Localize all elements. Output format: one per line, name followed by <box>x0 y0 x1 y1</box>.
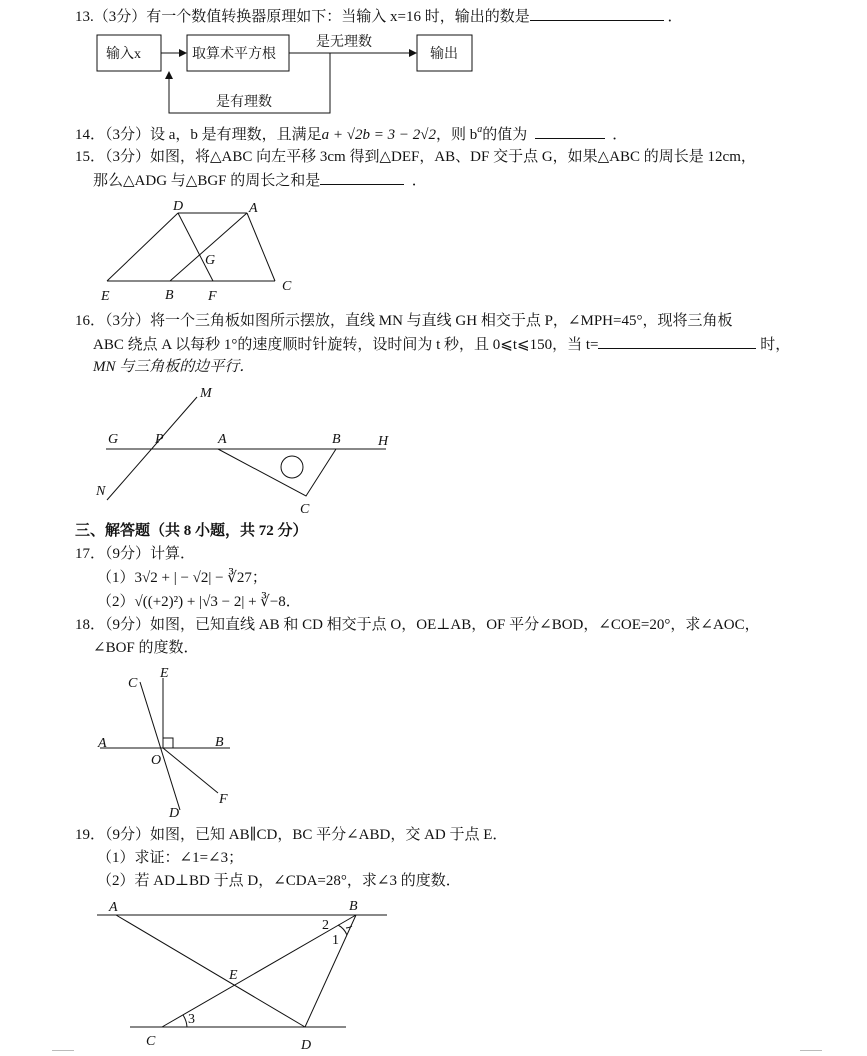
q18-line2 <box>93 638 199 658</box>
q16-stem-1: 16．（3分）将一个三角板如图所示摆放，直线 MN 与直线 GH 相交于点 P，∠MPH=45°，现将三角板 <box>75 313 733 329</box>
q16-line2 <box>93 334 790 355</box>
q16-answer-blank[interactable] <box>598 334 756 349</box>
q16-figure <box>90 378 410 518</box>
q16-label-g: G <box>108 432 119 447</box>
q18-label-d: D <box>169 806 180 820</box>
q17-part2 <box>97 592 301 612</box>
q18-label-b: B <box>215 735 224 750</box>
q13-answer-blank[interactable] <box>530 6 664 21</box>
q16-label-c: C <box>300 502 310 517</box>
q13-label-irrational: 是无理数 <box>316 35 372 50</box>
q19-line1 <box>75 825 507 845</box>
q15-line1 <box>75 147 756 167</box>
q19-label-a: A <box>109 900 118 915</box>
q17-part1-text: （1）3√2 + | − √2| − ∛27； <box>97 570 267 586</box>
q16-label-b: B <box>332 432 341 447</box>
q16-label-h: H <box>378 434 389 449</box>
q17-part1 <box>97 568 267 588</box>
q15-label-c: C <box>282 279 292 294</box>
q19-label-1: 1 <box>332 933 339 948</box>
q15-label-d: D <box>173 199 184 214</box>
q19-label-3: 3 <box>188 1012 195 1027</box>
page-corner-mark <box>800 1050 822 1051</box>
q15-label-a: A <box>249 201 258 216</box>
q18-label-a: A <box>98 736 107 751</box>
q13-stem: 13.（3分）有一个数值转换器原理如下：当输入 x=16 时，输出的数是 <box>75 9 530 25</box>
q15-stem-2: 那么△ADG 与△BGF 的周长之和是 <box>93 173 321 189</box>
q19-part1-text: （1）求证：∠1=∠3； <box>97 850 244 866</box>
q19-part2-text: （2）若 AD⊥BD 于点 D，∠CDA=28°，求∠3 的度数． <box>97 873 461 889</box>
q16-label-m: M <box>200 386 212 401</box>
q15-end: ． <box>411 173 427 189</box>
q16-stem-2b: 时， <box>760 337 791 353</box>
q18-label-e: E <box>160 666 169 681</box>
q14-answer-blank[interactable] <box>535 124 605 139</box>
q19-stem-1: 19．（9分）如图，已知 AB∥CD，BC 平分∠ABD，交 AD 于点 E． <box>75 827 508 843</box>
q15-line2 <box>93 170 427 191</box>
q16-label-a: A <box>218 432 227 447</box>
q15-answer-blank[interactable] <box>320 170 404 185</box>
q14-sup: a <box>477 124 483 135</box>
q15-label-f: F <box>208 289 217 304</box>
section-title <box>75 521 308 541</box>
q16-stem-3: MN 与三角板的边平行． <box>93 359 255 375</box>
q19-label-2: 2 <box>322 918 329 933</box>
q13-box-sqrt-label: 取算术平方根 <box>192 47 276 62</box>
q19-label-c: C <box>146 1034 156 1049</box>
q14-stem: 14．（3分）设 a，b 是有理数，且满足 <box>75 127 322 143</box>
q18-label-o: O <box>151 753 162 768</box>
q13-text <box>75 6 682 27</box>
q19-label-b: B <box>349 899 358 914</box>
q18-stem-2: ∠BOF 的度数． <box>93 640 199 656</box>
q16-label-p: P <box>155 432 164 447</box>
q15-label-g: G <box>205 253 216 268</box>
q14-end: ． <box>612 127 628 143</box>
q13-end: ． <box>667 9 683 25</box>
q19-label-e: E <box>229 968 238 983</box>
q15-stem-1: 15．（3分）如图，将△ABC 向左平移 3cm 得到△DEF，AB、DF 交于点 G，如果△ABC 的周长是 12cm， <box>75 149 756 165</box>
page-corner-mark <box>52 1050 74 1051</box>
q14-post: 的值为 <box>482 127 528 143</box>
q14-text <box>75 124 627 147</box>
section-title-text: 三、解答题（共 8 小题，共 72 分） <box>75 523 308 539</box>
q14-formula: a + √2b = 3 − 2√2 <box>321 127 437 143</box>
q14-mid: ，则 b <box>436 127 478 143</box>
q16-stem-2: ABC 绕点 A 以每秒 1°的速度顺时针旋转，设时间为 t 秒，且 0⩽t⩽150，当 t= <box>93 337 599 353</box>
q13-flowchart <box>90 28 490 118</box>
q15-figure <box>95 196 305 306</box>
q16-line1 <box>75 311 732 331</box>
q16-line3 <box>93 357 254 377</box>
q18-label-c: C <box>128 676 138 691</box>
q19-part1 <box>97 848 243 868</box>
q15-label-b: B <box>165 288 174 303</box>
q17-title <box>75 544 195 564</box>
q18-figure <box>90 660 250 820</box>
q18-label-f: F <box>219 792 228 807</box>
q19-part2 <box>97 871 461 891</box>
q16-label-n: N <box>96 484 106 499</box>
q17-part2-text: （2）√((+2)²) + |√3 − 2| + ∛−8． <box>97 594 301 610</box>
q13-box-input-label: 输入x <box>106 47 141 62</box>
q17-stem: 17．（9分）计算． <box>75 546 196 562</box>
q18-stem-1: 18．（9分）如图，已知直线 AB 和 CD 相交于点 O，OE⊥AB，OF 平分∠BOD，∠COE=20°，求∠AOC， <box>75 617 760 633</box>
q13-label-rational: 是有理数 <box>216 95 272 110</box>
q13-box-output-label: 输出 <box>430 47 458 62</box>
q18-line1 <box>75 615 760 635</box>
q19-figure <box>90 895 400 1055</box>
q15-label-e: E <box>101 289 110 304</box>
q19-label-d: D <box>301 1038 312 1053</box>
